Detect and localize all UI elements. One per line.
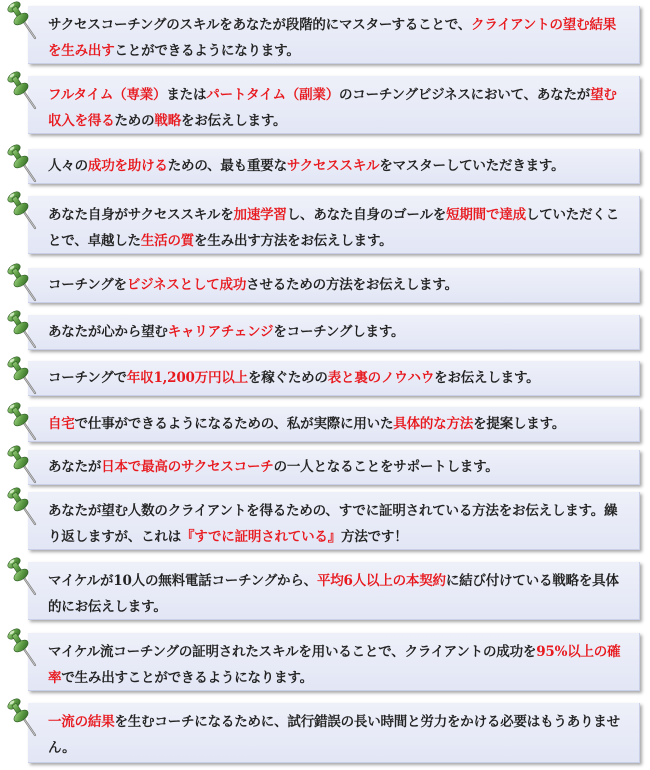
body-text: サクセスコーチングのスキルをあなたが段階的にマスターすることで、: [48, 17, 472, 33]
body-text: に結び付けている戦略を具体的にお伝えします。: [48, 573, 619, 615]
highlight-text: 戦略: [154, 113, 182, 129]
pushpin-icon: [4, 143, 40, 185]
pushpin-icon: [4, 627, 40, 669]
list-item-text: [28, 450, 640, 485]
list-item-text: [28, 703, 640, 763]
pushpin-icon: [4, 355, 40, 397]
highlight-text: 生活の質: [140, 233, 195, 249]
body-text: 人々の: [48, 158, 88, 174]
highlight-text: 望む収入を得る: [48, 87, 617, 129]
body-text: で仕事ができるようになるための、私が実際に用いた: [74, 416, 394, 432]
highlight-text: 加速学習: [233, 207, 287, 223]
highlight-text: 成功を助ける: [87, 158, 168, 174]
list-item: [0, 450, 650, 485]
list-item: [0, 315, 650, 350]
list-item-paragraph: [48, 272, 458, 298]
highlight-text: 短期間で達成: [446, 207, 526, 223]
body-text: マイケルが10人の無料電話コーチングから、: [48, 573, 317, 589]
highlight-text: キャリアチェンジ: [167, 324, 274, 340]
highlight-text: クライアントの望む結果を生み出す: [48, 17, 616, 59]
highlight-text: 年収1,200万円以上: [126, 370, 248, 386]
body-text: の一人となることをサポートします。: [273, 459, 499, 475]
list-item-paragraph: [48, 454, 499, 480]
list-item-text: [28, 407, 640, 442]
highlight-text: フルタイム（専業）: [48, 87, 167, 103]
body-text: または: [166, 87, 207, 103]
list-item: [0, 633, 650, 691]
highlight-text: 95%以上の確率: [48, 644, 621, 686]
list-item-text: [28, 196, 640, 254]
body-text: を生むコーチになるために、試行錯誤の長い時間と労力をかける必要はもうありません。: [48, 714, 620, 756]
pushpin-icon: [4, 444, 40, 486]
pushpin-icon: [4, 556, 40, 598]
list-item-text: [28, 562, 640, 620]
list-item: [0, 149, 650, 184]
highlight-text: 自宅: [48, 416, 75, 432]
body-text: あなた自身がサクセススキルを: [48, 207, 234, 223]
list-item-text: [28, 492, 640, 550]
body-text: を提案します。: [473, 416, 566, 432]
list-item-paragraph: [48, 639, 625, 691]
pushpin-icon: [4, 0, 40, 42]
list-item: [0, 703, 650, 763]
pushpin-icon: [4, 70, 40, 112]
body-text: し、あなた自身のゴールを: [286, 207, 447, 223]
list-item-paragraph: [48, 568, 625, 620]
list-item-text: [28, 361, 640, 396]
list-item: [0, 361, 650, 396]
list-item: [0, 196, 650, 254]
highlight-text: 平均6人以上の本契約: [316, 573, 446, 589]
body-text: をお伝えします。: [181, 113, 287, 129]
list-item-text: [28, 633, 640, 691]
highlight-text: 表と裏のノウハウ: [327, 370, 435, 386]
list-item-text: [28, 268, 640, 303]
body-text: をマスターしていただきます。: [379, 158, 565, 174]
body-text: ための、最も重要な: [167, 158, 287, 174]
body-text: を稼ぐための: [247, 370, 328, 386]
highlight-text: サクセススキル: [286, 158, 380, 174]
list-item: [0, 6, 650, 64]
body-text: あなたが心から望む: [48, 324, 168, 340]
list-item-paragraph: [48, 12, 625, 64]
pushpin-icon: [4, 486, 40, 528]
pushpin-icon: [4, 309, 40, 351]
list-item-text: [28, 315, 640, 350]
highlight-text: パートタイム（副業）: [206, 87, 339, 103]
list-item-text: [28, 76, 640, 134]
body-text: あなたが望む人数のクライアントを得るための、すでに証明されている方法をお伝えします。繰り返しますが、これは: [48, 503, 618, 545]
body-text: をお伝えします。: [434, 370, 540, 386]
body-text: あなたが: [48, 459, 102, 475]
list-item-paragraph: [48, 202, 625, 254]
list-item: [0, 562, 650, 620]
list-item-paragraph: [48, 709, 625, 761]
list-item-paragraph: [48, 498, 625, 550]
body-text: ことができるようになります。: [114, 43, 300, 59]
pushpin-icon: [4, 697, 40, 739]
highlight-text: 具体的な方法: [393, 416, 474, 432]
pushpin-icon: [4, 401, 40, 443]
list-item: [0, 407, 650, 442]
body-text: コーチングを: [48, 277, 127, 293]
body-text: で生み出すことができるようになります。: [61, 670, 313, 686]
body-text: ための: [114, 113, 155, 129]
list-item-paragraph: [48, 82, 625, 134]
body-text: していただくことで、卓越した: [48, 207, 619, 249]
list-item-paragraph: [48, 411, 565, 437]
list-item-paragraph: [48, 153, 564, 179]
list-item-text: [28, 6, 640, 64]
list-item: [0, 492, 650, 550]
body-text: をコーチングします。: [273, 324, 405, 340]
highlight-text: ビジネスとして成功: [126, 277, 247, 293]
highlight-text: 一流の結果: [48, 714, 115, 730]
highlight-text: 日本で最高のサクセスコーチ: [101, 459, 274, 475]
body-text: させるための方法をお伝えします。: [246, 277, 458, 293]
pushpin-icon: [4, 262, 40, 304]
body-text: のコーチングビジネスにおいて、あなたが: [339, 87, 591, 103]
list-item-paragraph: [48, 365, 539, 391]
list-item-text: [28, 149, 640, 184]
body-text: コーチングで: [48, 370, 127, 386]
highlight-text: 『すでに証明されている』: [181, 529, 342, 545]
pushpin-icon: [4, 190, 40, 232]
list-item: [0, 268, 650, 303]
list-item-paragraph: [48, 319, 404, 345]
list-item: [0, 76, 650, 134]
body-text: 方法です！: [341, 529, 408, 545]
body-text: マイケル流コーチングの証明されたスキルを用いることで、クライアントの成功を: [48, 644, 537, 660]
body-text: を生み出す方法をお伝えします。: [194, 233, 393, 249]
